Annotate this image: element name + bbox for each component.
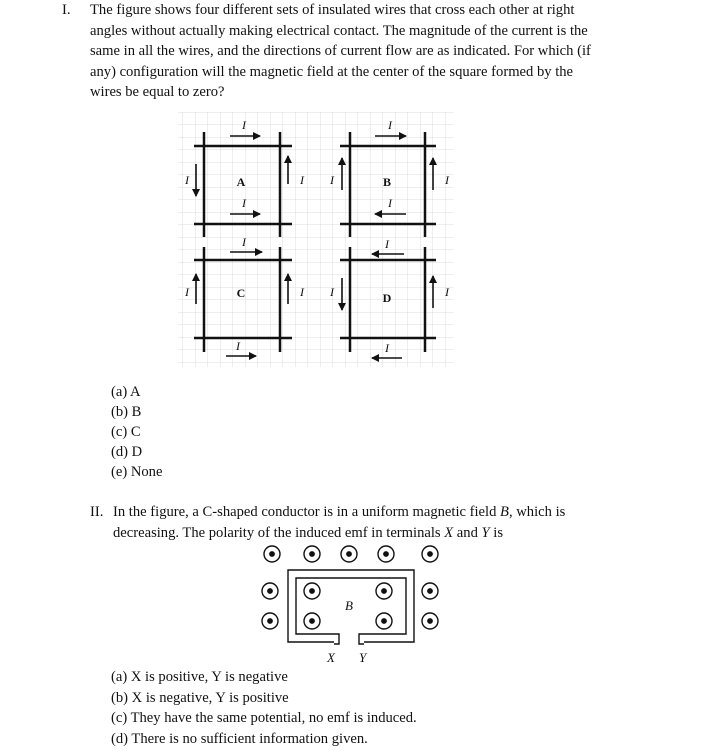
question-2-number: II.: [90, 504, 104, 520]
wires-figure: [170, 112, 460, 370]
field-dot-icon: [264, 546, 280, 562]
current-label: I: [385, 341, 389, 355]
config-label-d: D: [382, 291, 392, 305]
current-label: I: [242, 196, 246, 210]
option-d[interactable]: (d) There is no sufficient information given.: [111, 730, 368, 747]
field-dot-icon: [304, 546, 320, 562]
field-dot-icon: [304, 613, 320, 629]
terminal-y-label: Y: [359, 650, 367, 665]
question-1-line: angles without actually making electrical contact. The magnitude of the current is the: [90, 22, 588, 39]
option-e[interactable]: (e) None: [111, 464, 163, 480]
question-1-number: I.: [62, 2, 71, 18]
option-d[interactable]: (d) D: [111, 444, 143, 460]
config-label-a: A: [236, 175, 246, 189]
terminal-y: [359, 634, 364, 644]
question-1-line: wires be equal to zero?: [90, 84, 225, 100]
current-label: I: [236, 339, 240, 353]
question-2-options: [111, 667, 417, 749]
option-b[interactable]: (b) B: [111, 404, 142, 420]
option-c[interactable]: (c) They have the same potential, no emf is induced.: [111, 710, 417, 726]
option-a[interactable]: (a) A: [111, 384, 141, 400]
grid-background: [178, 112, 454, 367]
c-conductor-figure: [256, 540, 446, 666]
question-1-line: The figure shows four different sets of insulated wires that cross each other at right: [90, 2, 575, 18]
field-dot-icon: [422, 546, 438, 562]
current-label: I: [330, 285, 334, 299]
current-label: I: [242, 235, 246, 249]
field-dot-icon: [262, 613, 278, 629]
question-1-text: [90, 0, 620, 103]
question-1-line: any) configuration will the magnetic field at the center of the square formed by the: [90, 63, 574, 80]
current-label: I: [445, 285, 449, 299]
option-a[interactable]: (a) X is positive, Y is negative: [111, 669, 288, 685]
field-dot-icon: [376, 613, 392, 629]
current-label: I: [242, 118, 246, 132]
current-label: I: [385, 237, 389, 251]
field-dot-icon: [262, 583, 278, 599]
option-b[interactable]: (b) X is negative, Y is positive: [111, 689, 289, 706]
field-dot-icon: [341, 546, 357, 562]
current-label: I: [445, 173, 449, 187]
question-2-line: decreasing. The polarity of the induced emf in terminals X and Y is: [113, 524, 504, 541]
field-dot-icon: [422, 583, 438, 599]
question-1-options: [111, 382, 162, 482]
question-2-text: [113, 502, 633, 543]
field-dot-icon: [378, 546, 394, 562]
question-1-line: same in all the wires, and the directions of current flow are as indicated. For which (if: [90, 43, 591, 59]
field-label-b: B: [345, 598, 353, 613]
current-label: I: [388, 118, 392, 132]
field-dot-icon: [422, 613, 438, 629]
current-label: I: [388, 196, 392, 210]
current-label: I: [185, 285, 189, 299]
config-label-c: C: [236, 286, 246, 300]
current-label: I: [300, 285, 304, 299]
current-label: I: [300, 173, 304, 187]
current-label: I: [185, 173, 189, 187]
field-dot-icon: [304, 583, 320, 599]
current-label: I: [330, 173, 334, 187]
question-2-line: In the figure, a C-shaped conductor is in a uniform magnetic field B, which is: [113, 504, 566, 520]
terminal-x: [334, 634, 339, 644]
field-dot-icon: [376, 583, 392, 599]
terminal-x-label: X: [327, 650, 335, 665]
config-label-b: B: [382, 175, 392, 189]
option-c[interactable]: (c) C: [111, 424, 141, 440]
